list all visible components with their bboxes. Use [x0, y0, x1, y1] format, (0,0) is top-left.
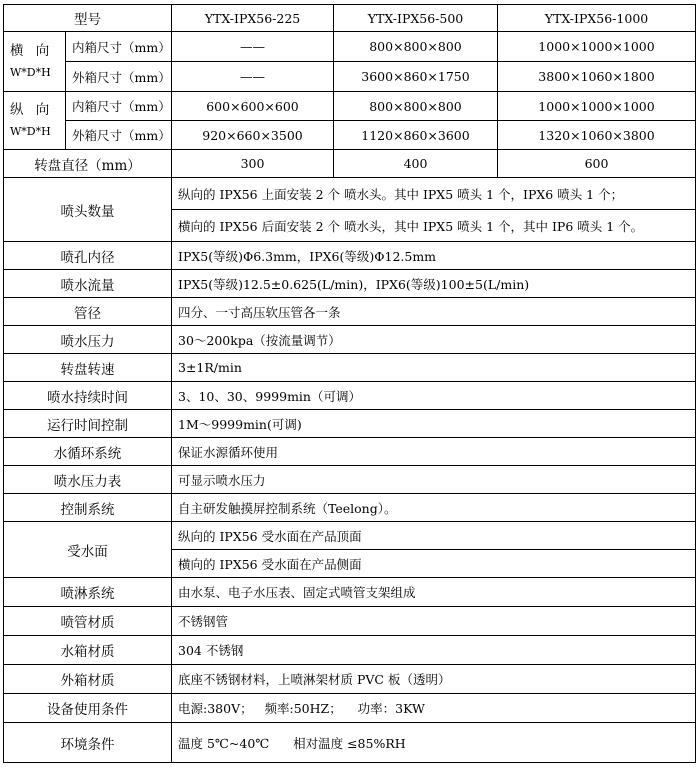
- spec-row: [4, 298, 696, 326]
- vertical-dir-cell: [4, 92, 66, 150]
- vertical-dims-label: W*D*H: [10, 124, 51, 138]
- spec-row: [4, 410, 696, 438]
- nozzle-count-line-2: 横向的 IPX56 后面安装 2 个 喷水头，其中 IPX5 喷头 1 个，其中 IP6 喷头 1 个。: [172, 210, 696, 242]
- vertical-dir-label: 纵 向: [10, 101, 54, 118]
- horizontal-inner-225: ——: [172, 32, 334, 62]
- spec-row: [4, 578, 696, 607]
- horizontal-inner-500: 800×800×800: [334, 32, 498, 62]
- spec-label: 运行时间控制: [4, 410, 172, 438]
- header-row: [4, 5, 696, 32]
- spec-label: 水循环系统: [4, 438, 172, 466]
- spec-row: [4, 494, 696, 522]
- spec-value: 四分、一寸高压软压管各一条: [172, 298, 696, 326]
- environment-value: 温度 5℃~40℃ 相对温度 ≤85%RH: [172, 723, 696, 763]
- spec-row: [4, 382, 696, 410]
- vertical-inner-225: 600×600×600: [172, 92, 334, 121]
- turntable-500: 400: [334, 150, 498, 178]
- vertical-outer-1000: 1320×1060×3800: [498, 121, 696, 150]
- spec-table: [3, 4, 696, 763]
- spec-label: 喷水流量: [4, 270, 172, 298]
- horizontal-outer-500: 3600×860×1750: [334, 62, 498, 92]
- vertical-outer-500: 1120×860×3600: [334, 121, 498, 150]
- horizontal-dir-cell: [4, 32, 66, 92]
- spec-label: 水箱材质: [4, 636, 172, 665]
- vertical-outer-label: 外箱尺寸（mm）: [66, 121, 172, 150]
- water-surface-line-1: 纵向的 IPX56 受水面在产品顶面: [172, 522, 696, 550]
- vertical-inner-row: [4, 92, 696, 121]
- nozzle-count-label: 喷头数量: [4, 178, 172, 242]
- horizontal-inner-1000: 1000×1000×1000: [498, 32, 696, 62]
- spec-row: [4, 242, 696, 270]
- model-label: 型号: [4, 5, 172, 32]
- spec-value: IPX5(等级)12.5±0.625(L/min)，IPX6(等级)100±5(L/min): [172, 270, 696, 298]
- spec-value: 电源:380V； 频率:50HZ； 功率：3KW: [172, 694, 696, 723]
- spec-value: 保证水源循环使用: [172, 438, 696, 466]
- turntable-label: 转盘直径（mm）: [4, 150, 172, 178]
- spec-value: 由水泵、电子水压表、固定式喷管支架组成: [172, 578, 696, 607]
- spec-value: IPX5(等级)Φ6.3mm，IPX6(等级)Φ12.5mm: [172, 242, 696, 270]
- spec-value: 底座不锈钢材料，上喷淋架材质 PVC 板（透明）: [172, 665, 696, 694]
- environment-row: [4, 723, 696, 763]
- model-1000: YTX-IPX56-1000: [498, 5, 696, 32]
- horizontal-dir-label: 横 向: [10, 42, 54, 59]
- spec-value: 30～200kpa（按流量调节）: [172, 326, 696, 354]
- spec-row: [4, 466, 696, 494]
- spec-row: [4, 438, 696, 466]
- vertical-inner-label: 内箱尺寸（mm）: [66, 92, 172, 121]
- vertical-outer-225: 920×660×3500: [172, 121, 334, 150]
- water-surface-label: 受水面: [4, 522, 172, 578]
- horizontal-dims-label: W*D*H: [10, 65, 51, 79]
- spec-row: [4, 665, 696, 694]
- spec-row: [4, 694, 696, 723]
- horizontal-inner-label: 内箱尺寸（mm）: [66, 32, 172, 62]
- spec-label: 外箱材质: [4, 665, 172, 694]
- water-surface-line-2: 横向的 IPX56 受水面在产品侧面: [172, 550, 696, 578]
- horizontal-outer-row: [4, 62, 696, 92]
- spec-row: [4, 607, 696, 636]
- spec-label: 喷水压力表: [4, 466, 172, 494]
- spec-label: 喷水压力: [4, 326, 172, 354]
- horizontal-outer-1000: 3800×1060×1800: [498, 62, 696, 92]
- spec-value: 自主研发触摸屏控制系统（Teelong）。: [172, 494, 696, 522]
- vertical-outer-row: [4, 121, 696, 150]
- spec-value: 304 不锈钢: [172, 636, 696, 665]
- turntable-1000: 600: [498, 150, 696, 178]
- water-surface-row-1: [4, 522, 696, 550]
- turntable-225: 300: [172, 150, 334, 178]
- horizontal-outer-label: 外箱尺寸（mm）: [66, 62, 172, 92]
- spec-value: 3、10、30、9999min（可调）: [172, 382, 696, 410]
- spec-label: 喷管材质: [4, 607, 172, 636]
- spec-row: [4, 326, 696, 354]
- turntable-row: [4, 150, 696, 178]
- spec-row: [4, 270, 696, 298]
- environment-label: 环境条件: [4, 723, 172, 763]
- vertical-inner-1000: 1000×1000×1000: [498, 92, 696, 121]
- nozzle-count-row-1: [4, 178, 696, 210]
- spec-label: 喷孔内径: [4, 242, 172, 270]
- model-500: YTX-IPX56-500: [334, 5, 498, 32]
- horizontal-inner-row: [4, 32, 696, 62]
- spec-label: 设备使用条件: [4, 694, 172, 723]
- spec-value: 1M～9999min(可调): [172, 410, 696, 438]
- spec-value: 3±1R/min: [172, 354, 696, 382]
- spec-row: [4, 354, 696, 382]
- spec-label: 喷淋系统: [4, 578, 172, 607]
- spec-label: 控制系统: [4, 494, 172, 522]
- spec-label: 管径: [4, 298, 172, 326]
- horizontal-outer-225: ——: [172, 62, 334, 92]
- spec-row: [4, 636, 696, 665]
- spec-label: 喷水持续时间: [4, 382, 172, 410]
- spec-value: 不锈钢管: [172, 607, 696, 636]
- nozzle-count-line-1: 纵向的 IPX56 上面安装 2 个 喷水头。其中 IPX5 喷头 1 个，IPX6 喷头 1 个；: [172, 178, 696, 210]
- spec-label: 转盘转速: [4, 354, 172, 382]
- spec-value: 可显示喷水压力: [172, 466, 696, 494]
- vertical-inner-500: 800×800×800: [334, 92, 498, 121]
- model-225: YTX-IPX56-225: [172, 5, 334, 32]
